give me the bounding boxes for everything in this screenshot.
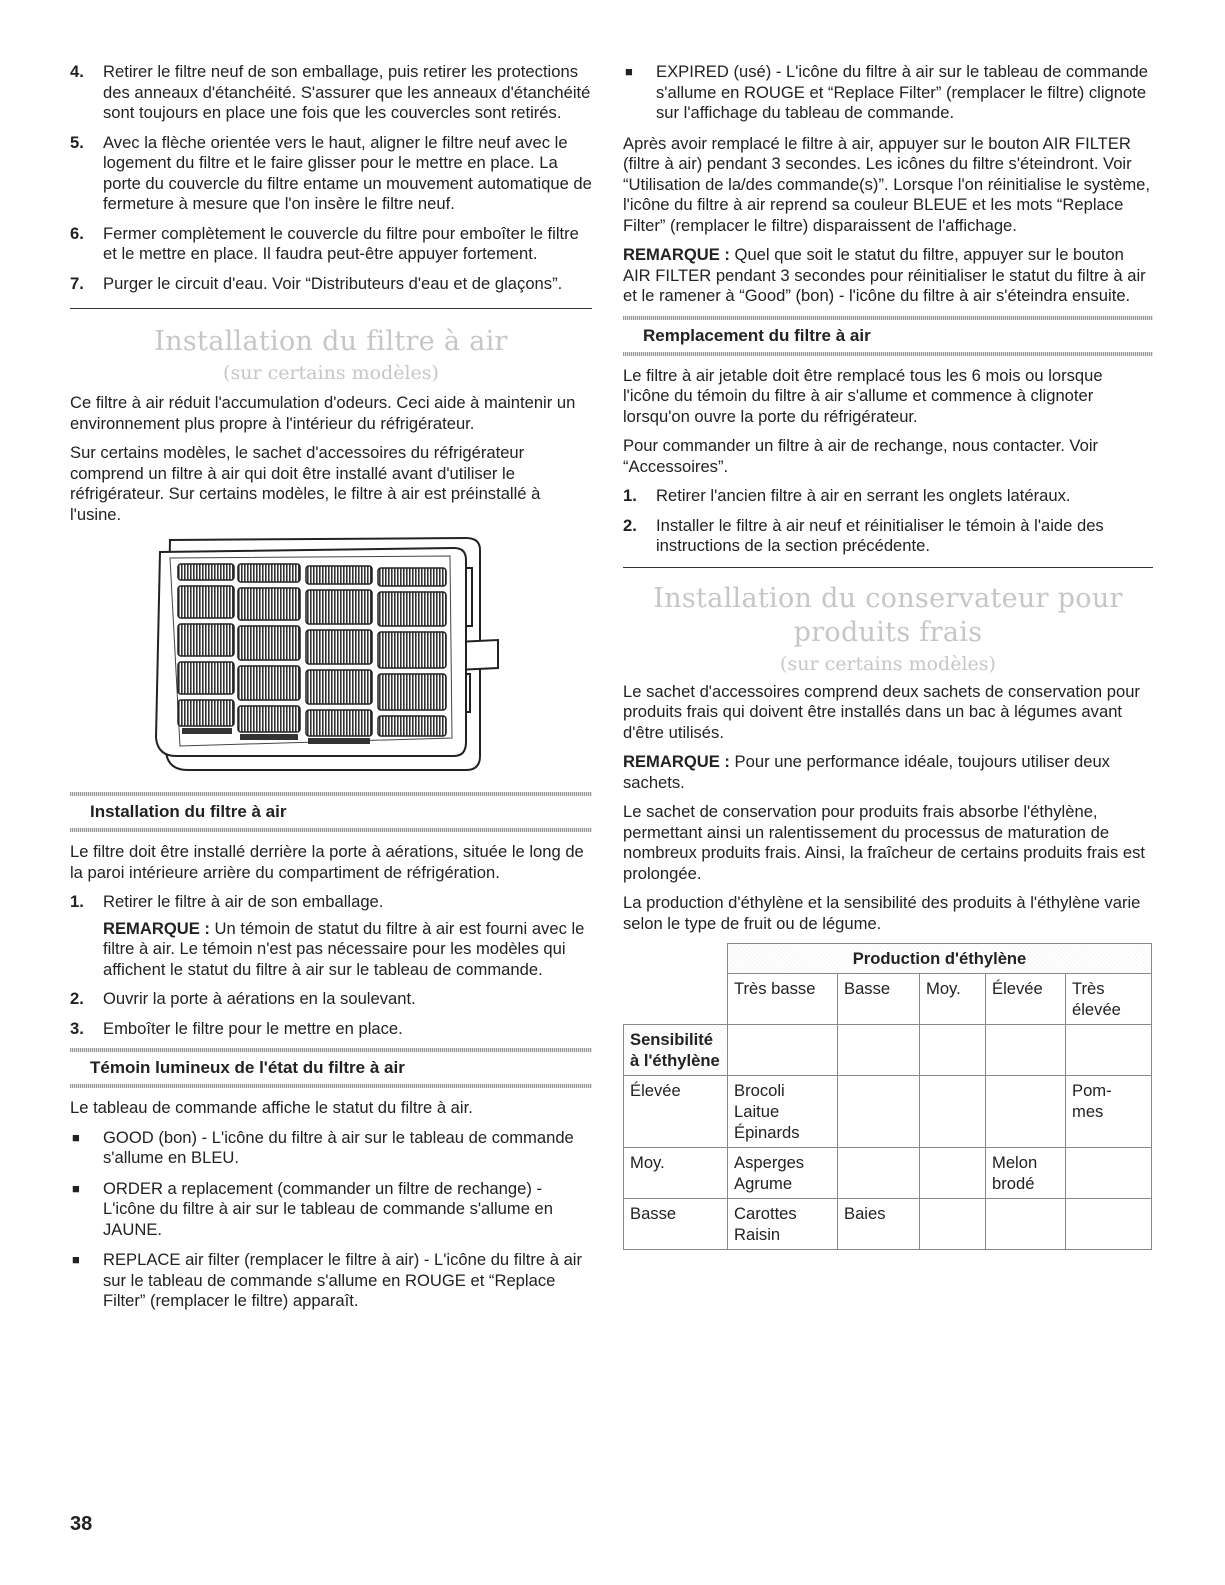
list-item: 5. Avec la flèche orientée vers le haut, aligner le filtre neuf avec le logement du filtre et le faire glisser pour le mettre en place. La porte du couvercle du filtre entame un mouvement automatique de fermeture à mesure que l'on insère le filtre neuf. (70, 132, 592, 213)
paragraph: Le filtre à air jetable doit être remplacé tous les 6 mois ou lorsque l'icône du témoin du filtre à air s'allume et commence à clignoter lorsqu'on ouvre la porte du réfrigérateur. (623, 365, 1103, 426)
section-subtitle: (sur certains modèles) (780, 652, 996, 675)
page-number: 38 (70, 1513, 93, 1535)
list-item: ■ REPLACE air filter (remplacer le filtre à air) - L'icône du filtre à air sur le tableau de commande s'allume en ROUGE et “Replace Filter” (remplacer le filtre) apparaît. (72, 1250, 583, 1310)
bullet-icon: ■ (72, 1252, 80, 1267)
sensitivity-header: Sensibilité à l'éthylène (624, 1025, 728, 1076)
row-label: Élevée (624, 1076, 728, 1148)
bullet-icon: ■ (72, 1180, 80, 1196)
table-cell (1066, 1148, 1152, 1199)
list-item: ■ ORDER a replacement (commander un filtre de rechange) - L'icône du filtre à air sur le tableau de commande s'allume en JAUNE. (72, 1178, 554, 1239)
table-cell: Asperges Agrume (728, 1148, 838, 1199)
list-item: 6. Fermer complètement le couvercle du filtre pour emboîter le filtre et le mettre en place. Il faudra peut-être appuyer fortement. (70, 223, 579, 263)
air-filter-illustration (70, 534, 592, 782)
paragraph: Le filtre doit être installé derrière la porte à aérations, située le long de la paroi intérieure arrière du compartiment de réfrigération. (70, 842, 584, 882)
list-item: 7. Purger le circuit d'eau. Voir “Distributeurs d'eau et de glaçons”. (70, 273, 563, 293)
table-column-header: Très basse (728, 974, 838, 1025)
table-column-header: Élevée (986, 974, 1066, 1025)
paragraph: Après avoir remplacé le filtre à air, appuyer sur le bouton AIR FILTER (filtre à air) pendant 3 secondes. Les icônes du filtre s'éteindront. Voir “Utilisation de la/des commande(s)”. Lorsque l'on réinitialise le système, l'icône du filtre à air reprend sa couleur BLEUE et les mots “Replace Filter” (remplacer le filtre) disparaissent de l'affichage. (623, 133, 1151, 235)
row-label: Basse (624, 1199, 728, 1250)
subsection-heading: Témoin lumineux de l'état du filtre à air (70, 1048, 592, 1088)
table-cell: Carottes Raisin (728, 1199, 838, 1250)
table-cell: Baies (838, 1199, 920, 1250)
production-header: Production d'éthylène (728, 944, 1152, 974)
note: REMARQUE : Quel que soit le statut du filtre, appuyer sur le bouton AIR FILTER pendant 3 secondes pour réinitialiser le statut du filtre à air et le ramener à “Good” (bon) - l'icône du filtre à air s'éteindra ensuite. (623, 245, 1146, 305)
section-title-line2: produits frais (793, 616, 983, 648)
subsection-heading: Installation du filtre à air (70, 792, 592, 832)
table-cell (920, 1148, 986, 1199)
paragraph: Le sachet de conservation pour produits frais absorbe l'éthylène, permettant ainsi un ralentissement du processus de maturation de nombreux produits frais. Ainsi, la fraîcheur de certains produits frais est prolongée. (623, 802, 1146, 883)
list-item: 2. Installer le filtre à air neuf et réinitialiser le témoin à l'aide des instructions de la section précédente. (623, 515, 1104, 555)
note: REMARQUE : Un témoin de statut du filtre à air est fourni avec le filtre à air. Le témoin n'est pas nécessaire pour les modèles qui affichent le statut du filtre à air sur le tableau de commande. (103, 918, 585, 979)
air-filter-icon (70, 534, 592, 782)
table-cell (838, 1076, 920, 1148)
table-column-header: Basse (838, 974, 920, 1025)
note: REMARQUE : Pour une performance idéale, toujours utiliser deux sachets. (623, 752, 1110, 792)
section-header (70, 325, 592, 385)
paragraph: Pour commander un filtre à air de rechange, nous contacter. Voir “Accessoires”. (623, 436, 1099, 476)
paragraph: Sur certains modèles, le sachet d'accessoires du réfrigérateur comprend un filtre à air qui doit être installé avant d'utiliser le réfrigérateur. Sur certains modèles, le filtre à air est préinstallé à l'usine. (70, 443, 541, 524)
table-cell (986, 1076, 1066, 1148)
list-item: 3. Emboîter le filtre pour le mettre en place. (70, 1018, 403, 1038)
list-item: 4. Retirer le filtre neuf de son emballage, puis retirer les protections des anneaux d'étanchéité. S'assurer que les anneaux d'étanchéité sont toujours en place une fois que les couvercles sont retirés. (70, 62, 591, 122)
list-item: ■ EXPIRED (usé) - L'icône du filtre à air sur le tableau de commande s'allume en ROUGE et “Replace Filter” (remplacer le filtre) clignote sur l'affichage du tableau de commande. (625, 62, 1148, 122)
list-item: 1. Retirer le filtre à air de son emballage. REMARQUE : Un témoin de statut du filtre à air est fourni avec le filtre à air. Le témoin n'est pas nécessaire pour les modèles qui affichent le statut du filtre à air sur le tableau de commande. (70, 892, 592, 980)
table-row (624, 1076, 1152, 1148)
paragraph: Le sachet d'accessoires comprend deux sachets de conservation pour produits frais qui doivent être installés dans un bac à légumes avant d'être utilisés. (623, 681, 1140, 742)
table-row (624, 1199, 1152, 1250)
subsection-heading: Remplacement du filtre à air (623, 316, 1153, 356)
section-subtitle: (sur certains modèles) (223, 362, 439, 384)
paragraph: La production d'éthylène et la sensibilité des produits à l'éthylène varie selon le type de fruit ou de légume. (623, 893, 1141, 933)
table-cell: Brocoli Laitue Épinards (728, 1076, 838, 1148)
paragraph: Ce filtre à air réduit l'accumulation d'odeurs. Ceci aide à maintenir un environnement plus propre à l'intérieur du réfrigérateur. (70, 393, 576, 433)
table-cell: Pom- mes (1066, 1076, 1152, 1148)
section-divider (623, 567, 1153, 568)
paragraph: Le tableau de commande affiche le statut du filtre à air. (70, 1098, 473, 1117)
section-title: Installation du conservateur pour (653, 582, 1123, 614)
ethylene-table (623, 943, 1152, 1250)
right-column (623, 62, 1153, 1250)
table-column-header: Moy. (920, 974, 986, 1025)
section-divider (70, 308, 592, 309)
section-title: Installation du filtre à air (154, 326, 508, 357)
table-cell (838, 1148, 920, 1199)
table-cell (920, 1076, 986, 1148)
bullet-icon: ■ (625, 64, 633, 79)
bullet-icon: ■ (72, 1129, 80, 1145)
section-header (623, 582, 1153, 676)
table-cell (920, 1199, 986, 1250)
table-cell: Melon brodé (986, 1148, 1066, 1199)
row-label: Moy. (624, 1148, 728, 1199)
table-column-header: Très élevée (1066, 974, 1152, 1025)
list-item: 2. Ouvrir la porte à aérations en la soulevant. (70, 989, 416, 1008)
list-item: ■ GOOD (bon) - L'icône du filtre à air sur le tableau de commande s'allume en BLEU. (72, 1127, 574, 1167)
list-item: 1. Retirer l'ancien filtre à air en serrant les onglets latéraux. (623, 486, 1071, 505)
table-cell (986, 1199, 1066, 1250)
table-row (624, 1148, 1152, 1199)
table-cell (1066, 1199, 1152, 1250)
left-column (70, 62, 592, 1322)
